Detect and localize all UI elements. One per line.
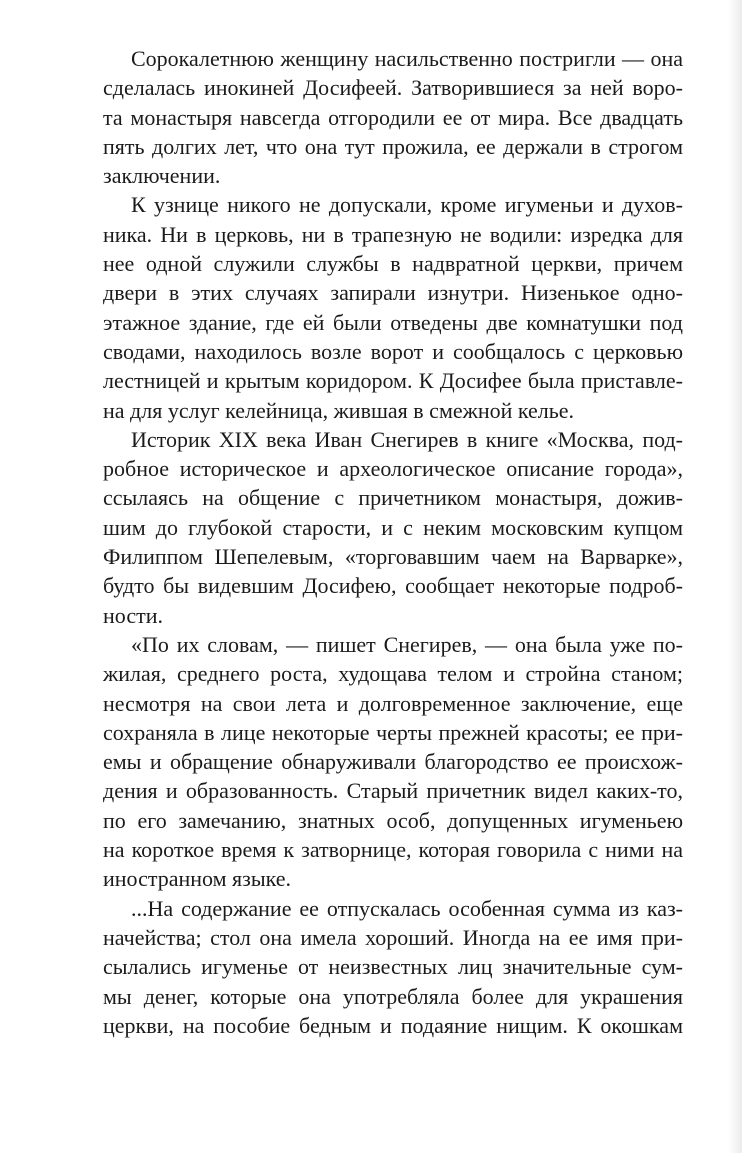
page-body-text xyxy=(103,44,683,1040)
text-line: емы и обращение обнаруживали благородство ее происхож- xyxy=(103,749,683,775)
text-line: шим до глубокой старости, и с неким московским купцом xyxy=(103,514,683,540)
paragraph-2 xyxy=(103,190,683,424)
text-line: на для услуг келейница, жившая в смежной келье. xyxy=(103,397,575,423)
text-line: та монастыря навсегда отгородили ее от мира. Все двадцать xyxy=(103,104,683,130)
text-line: дения и образованность. Старый причетник видел каких-то, xyxy=(103,778,683,804)
text-line: этажное здание, где ей были отведены две комнатушки под xyxy=(103,309,683,335)
text-line: Филиппом Шепелевым, «торговавшим чаем на Варварке», xyxy=(103,544,683,570)
text-line: мы денег, которые она употребляла более для украшения xyxy=(103,983,683,1009)
text-line: начейства; стол она имела хороший. Иногда на ее имя при- xyxy=(103,924,683,950)
paragraph-1 xyxy=(103,44,683,190)
text-line: сделалась инокиней Досифеей. Затворившиеся за ней воро- xyxy=(103,75,683,101)
text-line: жилая, среднего роста, худощава телом и стройна станом; xyxy=(103,661,683,687)
text-line: несмотря на свои лета и долговременное заключение, еще xyxy=(103,690,683,716)
text-line: двери в этих случаях запирали изнутри. Низенькое одно- xyxy=(103,280,683,306)
text-line: на короткое время к затворнице, которая говорила с ними на xyxy=(103,837,683,863)
text-line: ника. Ни в церковь, ни в трапезную не водили: изредка для xyxy=(103,221,683,247)
page-edge-shadow xyxy=(728,0,742,1153)
text-line: сводами, находилось возле ворот и сообщалось с церковью xyxy=(103,338,683,364)
text-line: Сорокалетнюю женщину насильственно постригли — она xyxy=(131,46,683,71)
text-line: «По их словам, — пишет Снегирев, — она была уже по- xyxy=(131,631,683,657)
text-line: К узнице никого не допускали, кроме игуменьи и духов- xyxy=(131,192,683,218)
paragraph-5 xyxy=(103,894,683,1040)
text-line: нее одной служили службы в надвратной церкви, причем xyxy=(103,251,683,277)
paragraph-3 xyxy=(103,425,683,630)
text-line: лестницей и крытым коридором. К Досифее была приставле- xyxy=(103,368,683,394)
text-line: ...На содержание ее отпускалась особенная сумма из каз- xyxy=(131,895,683,921)
text-line: сылались игуменье от неизвестных лиц значительные сум- xyxy=(103,954,683,980)
text-line: будто бы видевшим Досифею, сообщает некоторые подроб- xyxy=(103,573,683,599)
text-line: церкви, на пособие бедным и подаяние нищим. К окошкам xyxy=(103,1012,683,1038)
text-line: заключении. xyxy=(103,163,221,189)
text-line: ссылаясь на общение с причетником монастыря, дожив- xyxy=(103,485,683,511)
text-line: сохраняла в лице некоторые черты прежней красоты; ее при- xyxy=(103,719,683,745)
text-line: робное историческое и археологическое описание города», xyxy=(103,456,683,482)
text-line: иностранном языке. xyxy=(103,866,292,892)
text-line: Историк XIX века Иван Снегирев в книге «Москва, под- xyxy=(131,426,683,452)
text-line: ности. xyxy=(103,602,163,628)
text-line: по его замечанию, знатных особ, допущенных игуменьею xyxy=(103,807,683,833)
paragraph-4 xyxy=(103,630,683,894)
text-line: пять долгих лет, что она тут прожила, ее держали в строгом xyxy=(103,133,683,159)
